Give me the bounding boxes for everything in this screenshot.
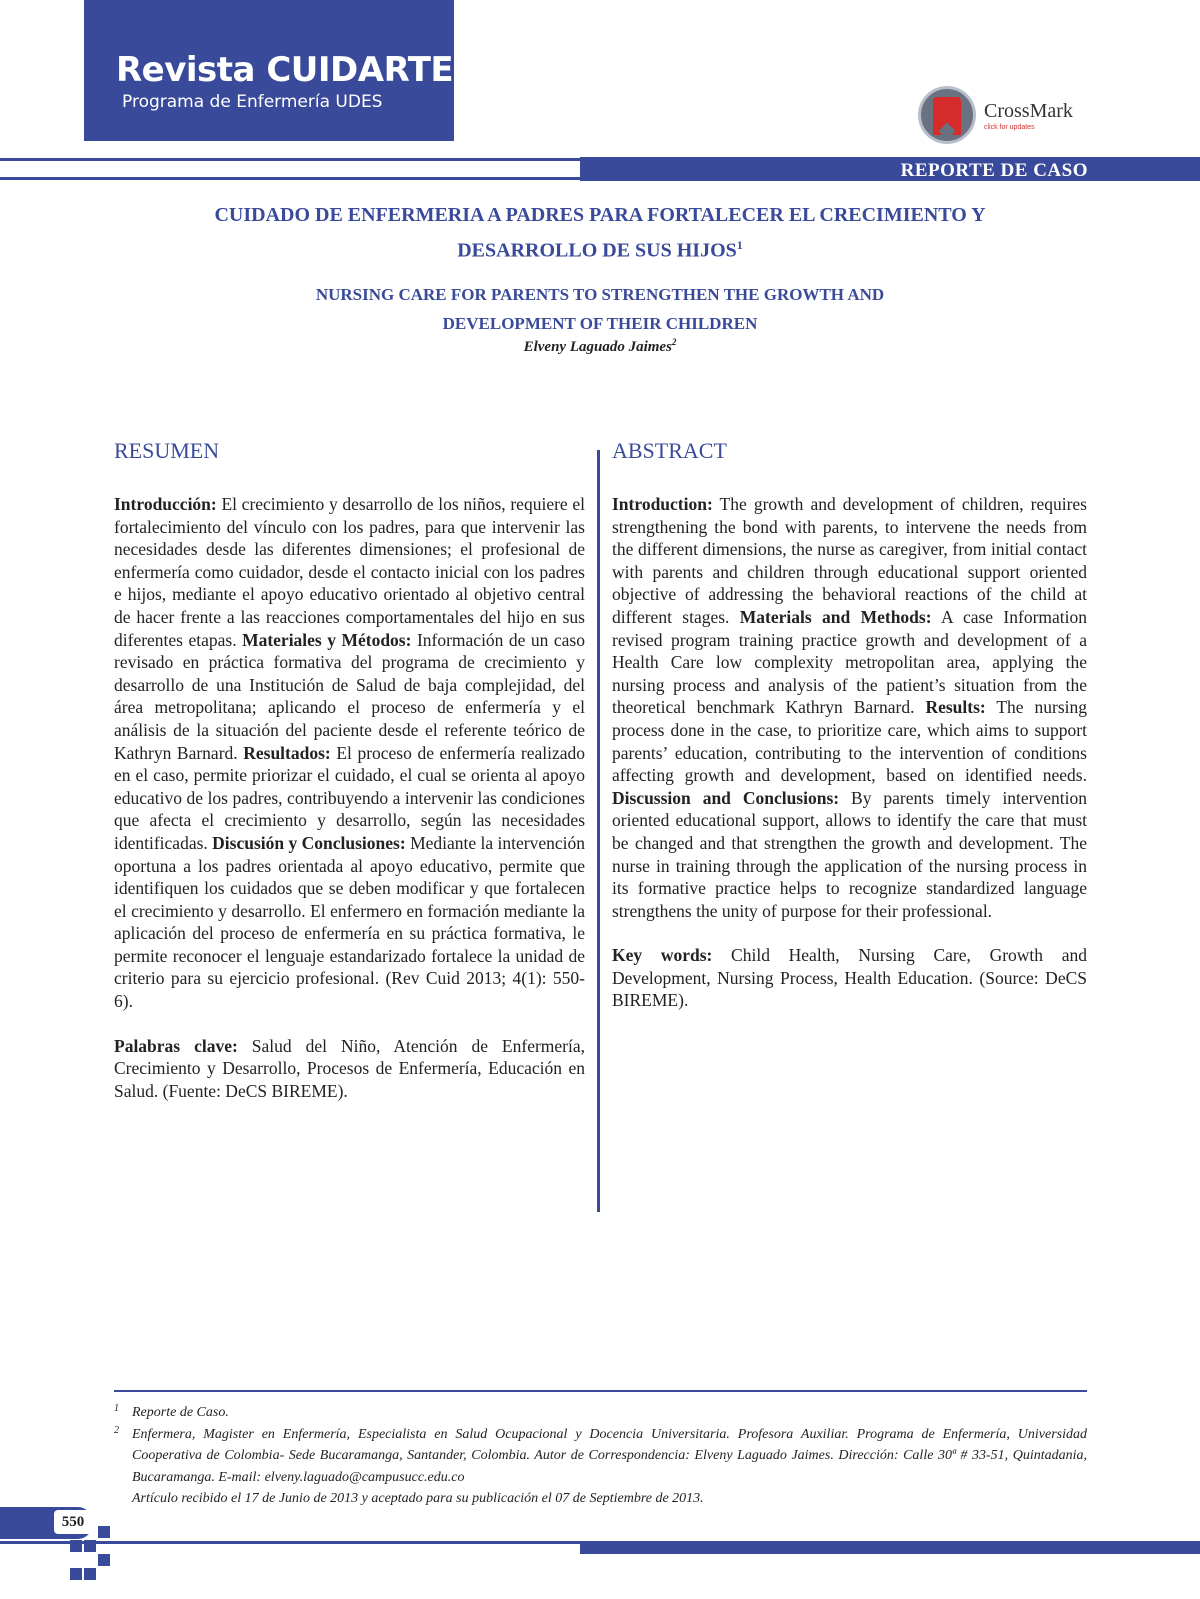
journal-title: Revista CUIDARTE xyxy=(116,50,454,90)
journal-logo-block xyxy=(84,0,454,141)
footnotes xyxy=(114,1402,1087,1510)
header-rule xyxy=(0,158,580,161)
title-english: NURSING CARE FOR PARENTS TO STRENGTHEN THE GROWTH AND DEVELOPMENT OF THEIR CHILDREN xyxy=(315,285,885,333)
footnote: 1 Reporte de Caso. xyxy=(114,1403,229,1420)
page-number: 550 xyxy=(54,1510,92,1534)
footnote: Artículo recibido el 17 de Junio de 2013 y aceptado para su publicación el 07 de Septiembre de 2013. xyxy=(132,1491,704,1506)
footer-bar xyxy=(580,1541,1200,1554)
crossmark-sub: click for updates xyxy=(984,124,1035,131)
footnote: 2 Enfermera, Magister en Enfermería, Especialista en Salud Ocupacional y Docencia Universitaria. Profesora Auxiliar. Programa de Enfermería, Universidad Cooperativa de Colombia- Sede Bucaramanga, Santander, Colombia. Autor de Correspondencia: Elveny Laguado Jaimes. Dirección: Calle 30ª # 33-51, Quintadania, Bucaramanga. E-mail: elveny.laguado@campusucc.edu.co xyxy=(114,1424,1087,1485)
resumen-heading: RESUMEN xyxy=(114,438,220,463)
decor-square xyxy=(70,1568,82,1580)
decor-square xyxy=(98,1554,110,1566)
resumen-paragraph: Introducción: El crecimiento y desarrollo de los niños, requiere el fortalecimiento del vínculo con los padres, para que intervenir las necesidades desde las diferentes dimensiones; el profesional de enfermería como cuidador, desde el contacto inicial con los padres e hijos, mediante el apoyo educativo orientado al objetivo central de hacer frente a las reacciones comportamentales del hijo en sus diferentes etapas. Materiales y Métodos: Información de un caso revisado en práctica formativa del programa de crecimiento y desarrollo de una Institución de Salud de baja complejidad, del área metropolitana; aplicando el proceso de enfermería y el análisis de la situación del paciente desde el referente teórico de Kathryn Barnard. Resultados: El proceso de enfermería realizado en el caso, permite priorizar el cuidado, el cual se orienta al apoyo educativo de los padres, contribuyendo a intervenir las condiciones que afecta el crecimiento y desarrollo, según las necesidades identificadas. Discusión y Conclusiones: Mediante la intervención oportuna a los padres orientada al apoyo educativo, permite que identifiquen los cuidados que se deben modificar y que fortalecen el crecimiento y desarrollo. El enfermero en formación mediante la aplicación del proceso de enfermería en su práctica formativa, le permite reconocer el lenguaje estandarizado fortalece la unidad de criterio para su ejercicio profesional. (Rev Cuid 2013; 4(1): 550-6). xyxy=(114,494,586,1012)
decor-square xyxy=(84,1568,96,1580)
abstract-paragraph: Introduction: The growth and development of children, requires strengthening the bond with parents, to intervene the needs from the different dimensions, the nurse as caregiver, from initial contact with parents and children through educational support oriented objective of addressing the behavioral reactions of the child at different stages. Materials and Methods: A case Information revised program training practice growth and development of a Health Care low complexity metropolitan area, applying the nursing process and analysis of the patient’s situation from the theoretical benchmark Kathryn Barnard. Results: The nursing process done in the case, to prioritize care, which aims to support parents’ education, contributing to the intervention of conditions affecting growth and development, based on identified needs. Discussion and Conclusions: By parents timely intervention oriented educational support, allows to identify the care that must be changed and that strengthen the growth and development. The nurse in training through the application of the nursing process in its formative practice helps to recognize standardized language strengthens the unity of purpose for their professional. xyxy=(612,494,1087,921)
column-divider xyxy=(597,450,600,1212)
author-name: Elveny Laguado Jaimes$^2$ xyxy=(523,337,677,355)
decor-square xyxy=(98,1526,110,1538)
decor-square xyxy=(70,1540,82,1552)
crossmark-label: CrossMark xyxy=(984,100,1073,122)
decor-square xyxy=(84,1540,96,1552)
abstract-body xyxy=(612,493,1087,1012)
resumen-body xyxy=(114,493,585,1102)
section-label: REPORTE DE CASO xyxy=(900,160,1088,181)
title-spanish: CUIDADO DE ENFERMERIA A PADRES PARA FORTALECER EL CRECIMIENTO Y DESARROLLO DE SUS HIJOS$^1$ xyxy=(214,204,986,262)
resumen-keywords: Palabras clave: Salud del Niño, Atención de Enfermería, Crecimiento y Desarrollo, Procesos de Enfermería, Educación en Salud. (Fuente: DeCS BIREME). xyxy=(114,1035,586,1101)
abstract-heading: ABSTRACT xyxy=(612,438,727,463)
footnote-rule xyxy=(114,1390,1087,1392)
crossmark-badge[interactable] xyxy=(918,86,1088,148)
abstract-keywords: Key words: Child Health, Nursing Care, Growth and Development, Nursing Process, Health Education. (Source: DeCS BIREME). xyxy=(612,945,1088,1011)
journal-subtitle: Programa de Enfermería UDES xyxy=(122,92,383,112)
crossmark-icon xyxy=(918,86,976,144)
